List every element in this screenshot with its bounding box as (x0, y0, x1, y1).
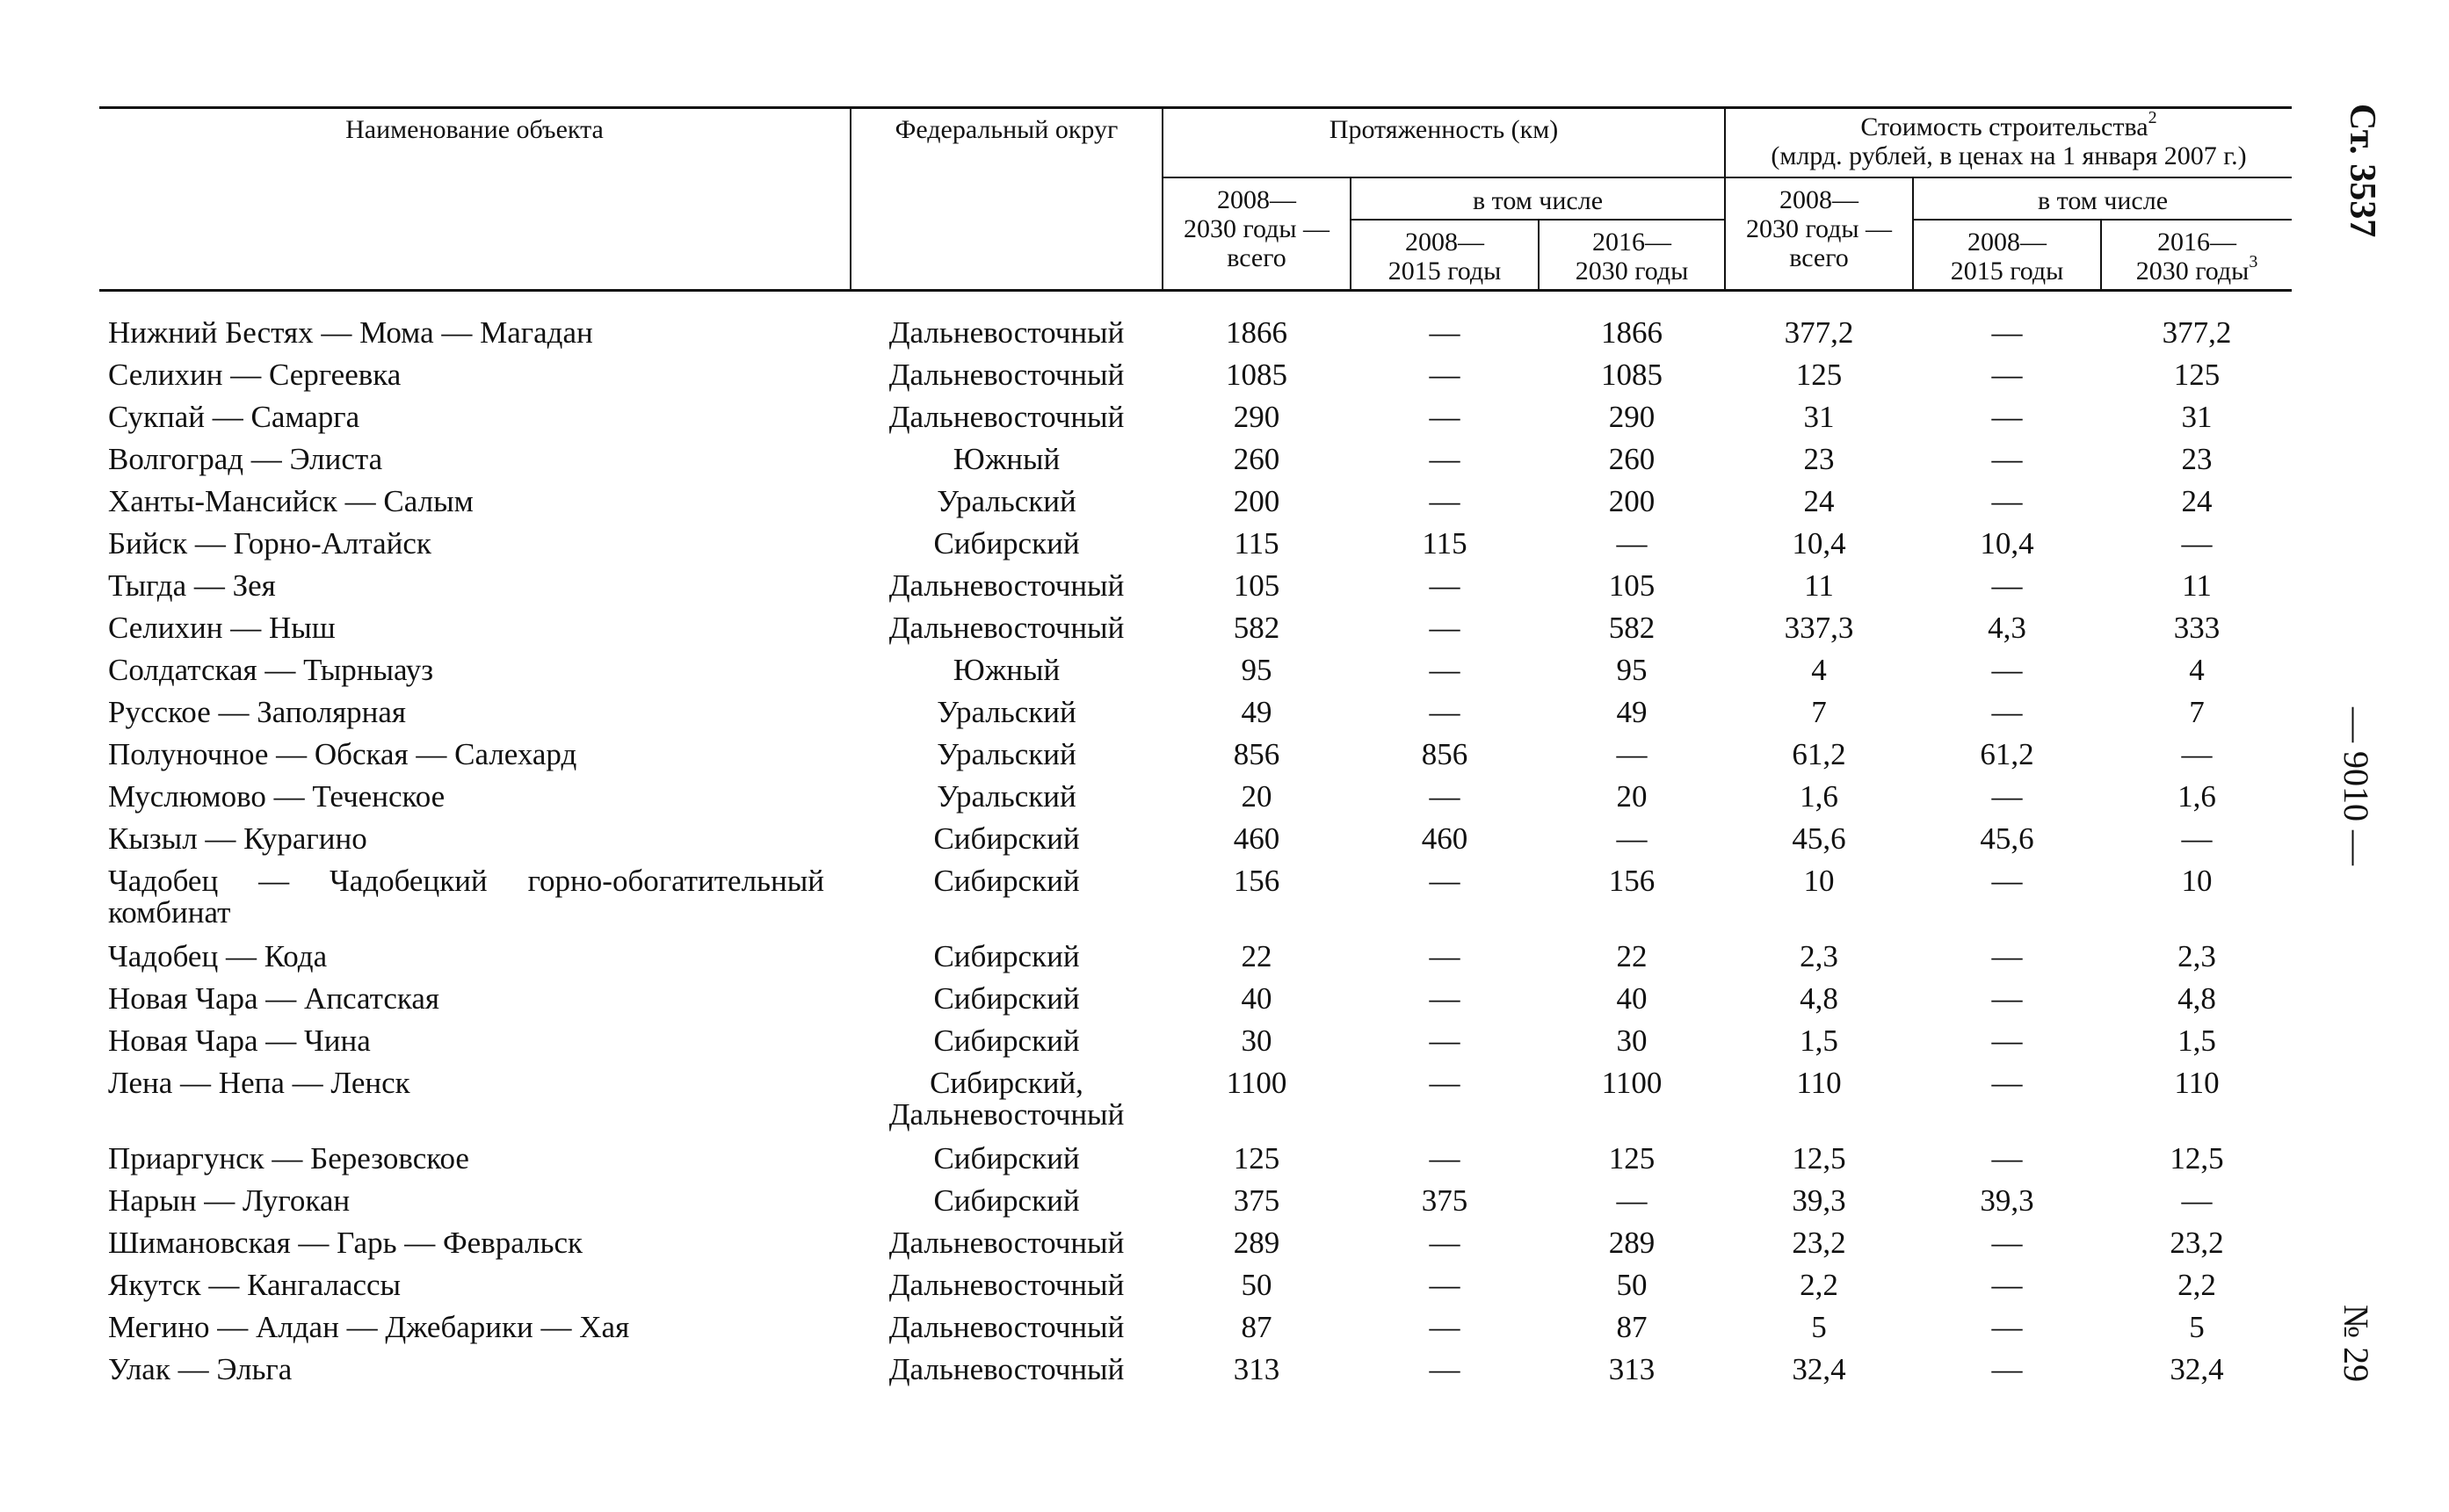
length-total-cell: 200 (1233, 484, 1280, 518)
length-2008-2015-cell: — (1429, 1310, 1460, 1344)
header-line: 2030 годы — (1745, 214, 1893, 243)
cost-2016-2030-cell: 1,5 (2177, 1024, 2216, 1058)
cost-total-cell: 1,5 (1800, 1024, 1838, 1058)
cost-2008-2015-cell: — (1991, 939, 2023, 973)
length-2008-2015-cell: — (1429, 1352, 1460, 1386)
length-2008-2015-cell: — (1429, 1066, 1460, 1100)
district-cell: Сибирский (933, 1024, 1080, 1058)
length-2008-2015-cell: — (1429, 442, 1460, 476)
cost-2008-2015-cell: — (1991, 1024, 2023, 1058)
district-cell: Сибирский (933, 864, 1080, 898)
cost-2016-2030-cell: 23,2 (2170, 1226, 2224, 1260)
cost-total-cell: 31 (1803, 400, 1835, 434)
header-district: Федеральный округ (895, 115, 1119, 144)
length-2008-2015-cell: — (1429, 981, 1460, 1016)
cost-total-cell: 377,2 (1784, 315, 1854, 350)
length-total-cell: 1100 (1226, 1066, 1287, 1100)
length-2016-2030-cell: 289 (1608, 1226, 1656, 1260)
cost-2016-2030-cell: 24 (2181, 484, 2213, 518)
object-name-cell: Якутск — Кангалассы (108, 1268, 402, 1302)
length-2016-2030-cell: — (1616, 526, 1648, 561)
length-2008-2015-cell: — (1429, 611, 1460, 645)
length-2008-2015-cell: — (1429, 568, 1460, 603)
length-total-cell: 856 (1233, 737, 1280, 771)
header-line: 2008— (1217, 185, 1296, 214)
header-line: 2008— (1779, 185, 1858, 214)
length-total-cell: 260 (1233, 442, 1280, 476)
district-cell: Сибирский (933, 821, 1080, 856)
cost-total-cell: 23 (1803, 442, 1835, 476)
cost-2016-2030-cell: 2,3 (2177, 939, 2216, 973)
length-total-cell: 125 (1233, 1141, 1280, 1176)
cost-2016-2030-cell: 7 (2189, 695, 2205, 729)
cost-2008-2015-cell: — (1991, 484, 2023, 518)
cost-2016-2030-cell: 125 (2173, 358, 2221, 392)
cost-2008-2015-cell: 61,2 (1980, 737, 2034, 771)
length-2008-2015-cell: — (1429, 315, 1460, 350)
header-length: Протяженность (км) (1329, 115, 1559, 144)
cost-2008-2015-cell: — (1991, 981, 2023, 1016)
length-total-cell: 30 (1241, 1024, 1272, 1058)
length-total-cell: 290 (1233, 400, 1280, 434)
cost-2008-2015-cell: — (1991, 695, 2023, 729)
cost-total-cell: 337,3 (1784, 611, 1854, 645)
cost-total-cell: 45,6 (1792, 821, 1846, 856)
length-2016-2030-cell: — (1616, 737, 1648, 771)
header-line: 2030 годы (2135, 257, 2250, 286)
header-length-2016-2030 (1540, 228, 1724, 286)
district-cell: Южный (953, 442, 1061, 476)
length-2016-2030-cell: 22 (1616, 939, 1648, 973)
length-2016-2030-cell: 260 (1608, 442, 1656, 476)
cost-total-cell: 32,4 (1792, 1352, 1846, 1386)
cost-2008-2015-cell: — (1991, 1066, 2023, 1100)
cost-total-cell: 23,2 (1792, 1226, 1846, 1260)
object-name-cell: Чадобец — Чадобецкий горно-обогатительный комбинат (108, 864, 824, 930)
header-subrule-length (1163, 177, 1725, 178)
object-name-cell: Русское — Заполярная (108, 695, 407, 729)
district-cell: Уральский (937, 484, 1076, 518)
district-cell: Дальневосточный (888, 1310, 1125, 1344)
header-line: всего (1789, 243, 1849, 272)
object-name-cell: Бийск — Горно-Алтайск (108, 526, 431, 561)
district-cell: Дальневосточный (888, 358, 1125, 392)
object-name-cell: Муслюмово — Теченское (108, 779, 446, 814)
length-2016-2030-cell: 40 (1616, 981, 1648, 1016)
cost-2008-2015-cell: — (1991, 1352, 2023, 1386)
length-2008-2015-cell: — (1429, 695, 1460, 729)
cost-2016-2030-cell: 4,8 (2177, 981, 2216, 1016)
length-2008-2015-cell: 856 (1421, 737, 1468, 771)
cost-2016-2030-cell: 10 (2181, 864, 2213, 898)
length-2016-2030-cell: 582 (1608, 611, 1656, 645)
cost-2008-2015-cell: — (1991, 779, 2023, 814)
table-row (0, 1354, 2449, 1424)
district-cell: Сибирский (933, 939, 1080, 973)
cost-total-cell: 24 (1803, 484, 1835, 518)
footnote-mark: 2 (2148, 108, 2157, 127)
cost-2008-2015-cell: 10,4 (1980, 526, 2034, 561)
district-cell: Сибирский, Дальневосточный (888, 1066, 1125, 1132)
length-2008-2015-cell: 460 (1421, 821, 1468, 856)
object-name-cell: Солдатская — Тырныауз (108, 653, 434, 687)
length-2008-2015-cell: — (1429, 1024, 1460, 1058)
cost-2008-2015-cell: — (1991, 442, 2023, 476)
length-2008-2015-cell: — (1429, 400, 1460, 434)
table-row (0, 865, 2449, 936)
object-name-cell: Приаргунск — Березовское (108, 1141, 469, 1176)
cost-total-cell: 7 (1811, 695, 1827, 729)
district-cell: Сибирский (933, 1141, 1080, 1176)
length-total-cell: 87 (1241, 1310, 1272, 1344)
length-2008-2015-cell: — (1429, 1268, 1460, 1302)
length-2016-2030-cell: 20 (1616, 779, 1648, 814)
cost-2016-2030-cell: 333 (2173, 611, 2221, 645)
district-cell: Уральский (937, 737, 1076, 771)
length-total-cell: 50 (1241, 1268, 1272, 1302)
length-2016-2030-cell: 1085 (1601, 358, 1663, 392)
length-total-cell: 582 (1233, 611, 1280, 645)
length-2008-2015-cell: — (1429, 1226, 1460, 1260)
header-bottom-rule (99, 289, 2292, 292)
object-name-cell: Мегино — Алдан — Джебарики — Хая (108, 1310, 630, 1344)
length-2008-2015-cell: — (1429, 653, 1460, 687)
district-cell: Дальневосточный (888, 568, 1125, 603)
cost-total-cell: 4,8 (1800, 981, 1838, 1016)
header-subrule-cost-incl (1913, 219, 2292, 221)
cost-total-cell: 1,6 (1800, 779, 1838, 814)
header-cost-line2: (млрд. рублей, в ценах на 1 января 2007 г.) (1771, 141, 2247, 170)
cost-2016-2030-cell: 377,2 (2162, 315, 2232, 350)
length-total-cell: 1866 (1226, 315, 1287, 350)
object-name-cell: Кызыл — Курагино (108, 821, 367, 856)
header-line: 2015 годы (1950, 257, 2064, 286)
district-cell: Дальневосточный (888, 1226, 1125, 1260)
district-cell: Дальневосточный (888, 315, 1125, 350)
header-line: всего (1227, 243, 1286, 272)
length-total-cell: 40 (1241, 981, 1272, 1016)
header-line: 2008— (1967, 228, 2047, 257)
cost-2016-2030-cell: 110 (2174, 1066, 2220, 1100)
length-2008-2015-cell: — (1429, 484, 1460, 518)
cost-2016-2030-cell: 23 (2181, 442, 2213, 476)
issue-number: № 29 (2337, 1305, 2376, 1383)
length-total-cell: 460 (1233, 821, 1280, 856)
cost-2016-2030-cell: — (2181, 737, 2213, 771)
cost-2016-2030-cell: — (2181, 821, 2213, 856)
district-cell: Сибирский (933, 526, 1080, 561)
length-2008-2015-cell: — (1429, 779, 1460, 814)
header-cost-incl: в том числе (2037, 186, 2169, 215)
district-cell: Дальневосточный (888, 1268, 1125, 1302)
district-cell: Сибирский (933, 1183, 1080, 1218)
length-2016-2030-cell: — (1616, 1183, 1648, 1218)
length-2016-2030-cell: 156 (1608, 864, 1656, 898)
cost-2016-2030-cell: — (2181, 1183, 2213, 1218)
cost-total-cell: 2,2 (1800, 1268, 1838, 1302)
cost-2016-2030-cell: 32,4 (2170, 1352, 2224, 1386)
header-length-total (1163, 185, 1350, 272)
length-2016-2030-cell: 1866 (1601, 315, 1663, 350)
cost-2016-2030-cell: 2,2 (2177, 1268, 2216, 1302)
cost-total-cell: 2,3 (1800, 939, 1838, 973)
header-name: Наименование объекта (345, 115, 604, 144)
header-line: 2030 годы (1575, 257, 1689, 286)
object-name-cell: Нижний Бестях — Мома — Магадан (108, 315, 593, 350)
object-name-cell: Селихин — Сергеевка (108, 358, 402, 392)
cost-2016-2030-cell: 31 (2181, 400, 2213, 434)
district-cell: Сибирский (933, 981, 1080, 1016)
object-name-cell: Ханты-Мансийск — Салым (108, 484, 474, 518)
length-2008-2015-cell: — (1429, 358, 1460, 392)
length-2016-2030-cell: 30 (1616, 1024, 1648, 1058)
table-row (0, 1067, 2449, 1138)
length-2016-2030-cell: 95 (1616, 653, 1648, 687)
object-name-cell: Шимановская — Гарь — Февральск (108, 1226, 583, 1260)
cost-total-cell: 5 (1811, 1310, 1827, 1344)
object-name-cell: Волгоград — Элиста (108, 442, 383, 476)
length-2016-2030-cell: 313 (1608, 1352, 1656, 1386)
cost-2008-2015-cell: — (1991, 1141, 2023, 1176)
length-total-cell: 289 (1233, 1226, 1280, 1260)
header-cost (1726, 108, 2292, 170)
cost-total-cell: 10,4 (1792, 526, 1846, 561)
cost-2008-2015-cell: 4,3 (1988, 611, 2026, 645)
cost-total-cell: 110 (1796, 1066, 1842, 1100)
cost-2008-2015-cell: — (1991, 315, 2023, 350)
header-length-incl: в том числе (1472, 186, 1604, 215)
cost-total-cell: 4 (1811, 653, 1827, 687)
cost-total-cell: 125 (1795, 358, 1843, 392)
length-2008-2015-cell: 115 (1422, 526, 1467, 561)
length-2016-2030-cell: 125 (1608, 1141, 1656, 1176)
length-2008-2015-cell: — (1429, 1141, 1460, 1176)
header-line: 2016— (2157, 228, 2236, 257)
header-length-2008-2015 (1351, 228, 1538, 286)
cost-2008-2015-cell: 39,3 (1980, 1183, 2034, 1218)
header-line: 2008— (1405, 228, 1484, 257)
cost-total-cell: 61,2 (1792, 737, 1846, 771)
length-2016-2030-cell: 105 (1608, 568, 1656, 603)
header-cost-2016-2030 (2102, 228, 2292, 286)
length-2008-2015-cell: — (1429, 939, 1460, 973)
object-name-cell: Сукпай — Самарга (108, 400, 360, 434)
page-reference: Ст. 3537 (2342, 104, 2382, 238)
cost-2016-2030-cell: 1,6 (2177, 779, 2216, 814)
header-line: 2030 годы — (1183, 214, 1330, 243)
length-2008-2015-cell: — (1429, 864, 1460, 898)
length-2016-2030-cell: 87 (1616, 1310, 1648, 1344)
district-cell: Уральский (937, 695, 1076, 729)
district-cell: Дальневосточный (888, 400, 1125, 434)
object-name-cell: Нарын — Лугокан (108, 1183, 351, 1218)
cost-2008-2015-cell: — (1991, 358, 2023, 392)
header-cost-total (1726, 185, 1912, 272)
length-2016-2030-cell: 200 (1608, 484, 1656, 518)
length-total-cell: 49 (1241, 695, 1272, 729)
district-cell: Дальневосточный (888, 611, 1125, 645)
length-total-cell: 20 (1241, 779, 1272, 814)
cost-total-cell: 11 (1804, 568, 1834, 603)
length-total-cell: 105 (1233, 568, 1280, 603)
object-name-cell: Улак — Эльга (108, 1352, 293, 1386)
cost-2016-2030-cell: 5 (2189, 1310, 2205, 1344)
cost-2008-2015-cell: — (1991, 653, 2023, 687)
district-cell: Южный (953, 653, 1061, 687)
object-name-cell: Селихин — Ныш (108, 611, 336, 645)
district-cell: Дальневосточный (888, 1352, 1125, 1386)
district-cell: Уральский (937, 779, 1076, 814)
length-2008-2015-cell: 375 (1421, 1183, 1468, 1218)
header-cost-line1: Стоимость строительства (1860, 112, 2148, 141)
cost-2008-2015-cell: — (1991, 568, 2023, 603)
length-2016-2030-cell: 50 (1616, 1268, 1648, 1302)
cost-total-cell: 10 (1803, 864, 1835, 898)
cost-total-cell: 39,3 (1792, 1183, 1846, 1218)
footnote-mark: 3 (2249, 252, 2258, 271)
cost-2016-2030-cell: 4 (2189, 653, 2205, 687)
object-name-cell: Лена — Непа — Ленск (108, 1066, 410, 1100)
length-2016-2030-cell: 1100 (1601, 1066, 1663, 1100)
header-line: 2016— (1592, 228, 1671, 257)
length-total-cell: 375 (1233, 1183, 1280, 1218)
header-cost-2008-2015 (1914, 228, 2100, 286)
cost-2008-2015-cell: — (1991, 1310, 2023, 1344)
page-number: — 9010 — (2337, 707, 2376, 865)
cost-2008-2015-cell: — (1991, 1226, 2023, 1260)
object-name-cell: Новая Чара — Чина (108, 1024, 371, 1058)
cost-2016-2030-cell: — (2181, 526, 2213, 561)
cost-2016-2030-cell: 11 (2182, 568, 2212, 603)
header-line: 2015 годы (1388, 257, 1502, 286)
length-total-cell: 313 (1233, 1352, 1280, 1386)
table-top-rule (99, 106, 2292, 109)
cost-2008-2015-cell: — (1991, 400, 2023, 434)
length-2016-2030-cell: 49 (1616, 695, 1648, 729)
cost-total-cell: 12,5 (1792, 1141, 1846, 1176)
length-total-cell: 22 (1241, 939, 1272, 973)
object-name-cell: Полуночное — Обская — Салехард (108, 737, 577, 771)
cost-2008-2015-cell: — (1991, 864, 2023, 898)
object-name-cell: Чадобец — Кода (108, 939, 328, 973)
cost-2008-2015-cell: 45,6 (1980, 821, 2034, 856)
length-total-cell: 95 (1241, 653, 1272, 687)
object-name-cell: Новая Чара — Апсатская (108, 981, 440, 1016)
length-2016-2030-cell: — (1616, 821, 1648, 856)
length-2016-2030-cell: 290 (1608, 400, 1656, 434)
cost-2016-2030-cell: 12,5 (2170, 1141, 2224, 1176)
cost-2008-2015-cell: — (1991, 1268, 2023, 1302)
length-total-cell: 156 (1233, 864, 1280, 898)
object-name-cell: Тыгда — Зея (108, 568, 276, 603)
length-total-cell: 1085 (1226, 358, 1287, 392)
header-subrule-cost (1725, 177, 2292, 178)
length-total-cell: 115 (1234, 526, 1279, 561)
